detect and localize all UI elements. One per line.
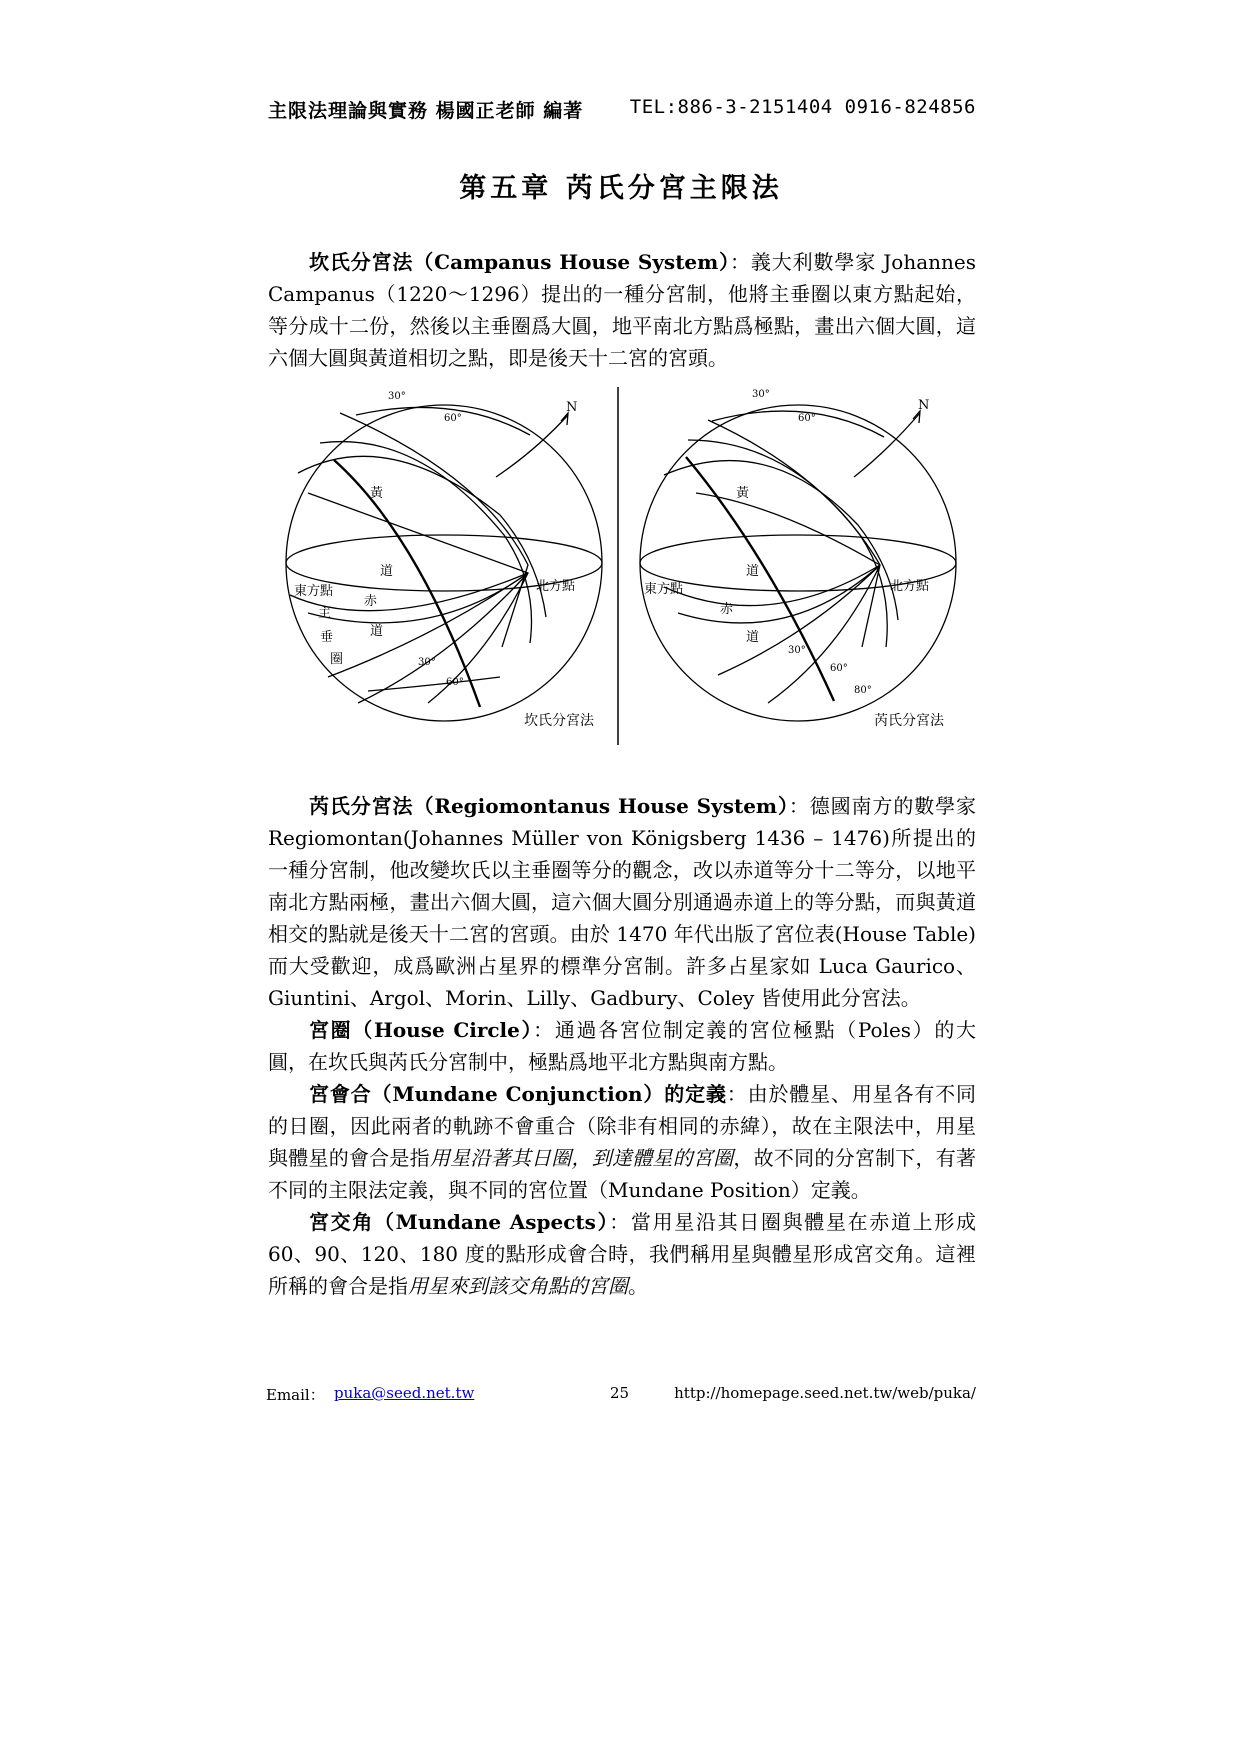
- left-circle-8: [368, 677, 500, 691]
- left-caption: 坎氏分宮法: [524, 713, 594, 729]
- header-phone: TEL:886-3-2151404 0916-824856: [629, 96, 976, 118]
- right-degree-1: 30°: [752, 389, 770, 400]
- campanus-paragraph: [268, 246, 976, 374]
- right-degree-2: 60°: [798, 413, 816, 424]
- right-ecliptic-char-2: 道: [746, 564, 760, 579]
- house-circle-term: 宮圈（House Circle）: [309, 1018, 534, 1042]
- mundane-conjunction-paragraph: [268, 1078, 976, 1206]
- header-author: 主限法理論與實務 楊國正老師 編著: [268, 100, 584, 122]
- campanus-text: ：義大利數學家 Johannes Campanus（1220～1296）提出的一種分宮制，他將主垂圈以東方點起始，等分成十二份，然後以主垂圈爲大圓，地平南北方點爲極點，畫出六個大圓，這六個大圓與黃道相切之點，即是後天十二宮的宮頭。: [268, 250, 976, 370]
- regiomontanus-paragraph: [268, 790, 976, 1014]
- email-link[interactable]: puka@seed.net.tw: [334, 1384, 475, 1402]
- celestial-sphere-diagrams: [268, 385, 976, 747]
- left-degree-4: 60°: [446, 677, 464, 688]
- mundane-aspects-term: 宮交角（Mundane Aspects）: [309, 1210, 610, 1234]
- left-ecliptic-char-1: 黃: [370, 486, 384, 501]
- left-pv-char-3: 圈: [330, 652, 344, 667]
- right-ecliptic-char-1: 黃: [736, 486, 750, 501]
- left-equator-char-2: 道: [370, 624, 384, 639]
- left-equator-char-1: 赤: [364, 594, 378, 609]
- right-north-axis: [854, 413, 920, 477]
- regiomontanus-text: ：德國南方的數學家 Regiomontan(Johannes Müller von Königsberg 1436 – 1476)所提出的一種分宮制，他改變坎氏以主垂圈等分的觀念，改以赤道等分十二等分，以地平南北方點兩極，畫出六個大圓，這六個大圓分別通過赤道上的等分點，而與黃道相交的點就是後天十二宮的宮頭。由於 1470 年代出版了宮位表(House Table)而大受歡迎，成爲歐洲占星界的標準分宮制。許多占星家如 Luca Gaurico、Giuntini、Argol、Morin、Lilly、Gadbury、Coley 皆使用此分宮法。: [268, 794, 977, 1010]
- campanus-term: 坎氏分宮法（Campanus House System）: [309, 250, 731, 274]
- right-north-label: 北方點: [890, 579, 930, 594]
- right-sphere-outline: [640, 405, 956, 721]
- homepage-url[interactable]: http://homepage.seed.net.tw/web/puka/: [674, 1384, 976, 1402]
- mundane-conjunction-text-b: ，故不同的分宮制下，有著不同的主限法定義，與不同的宮位置（Mundane Position）定義。: [268, 1146, 977, 1202]
- right-equator-char-2: 道: [746, 630, 760, 645]
- left-n-label: N: [566, 400, 578, 415]
- left-ecliptic-line: [334, 460, 480, 707]
- right-great-circle-3: [708, 420, 880, 647]
- mundane-aspects-italic: 用星來到該交角點的宮圈: [408, 1274, 628, 1298]
- mundane-aspects-text-a: ：當用星沿其日圈與體星在赤道上形成 60、90、120、180 度的點形成會合時，我們稱用星與體星形成宮交角。這裡所稱的會合是指: [268, 1210, 977, 1298]
- regiomontanus-term: 芮氏分宮法（Regiomontanus House System）: [309, 794, 789, 818]
- campanus-sphere: [286, 405, 602, 721]
- right-caption: 芮氏分宮法: [874, 713, 944, 729]
- mundane-aspects-text-b: 。: [628, 1274, 648, 1298]
- left-sphere-outline: [286, 405, 602, 721]
- left-pv-char-1: 主: [318, 606, 332, 621]
- right-east-label: 東方點: [644, 582, 684, 597]
- left-degree-3: 30°: [418, 657, 436, 668]
- left-degree-2: 60°: [444, 413, 462, 424]
- mundane-conjunction-italic: 用星沿著其日圈，到達體星的宮圈: [429, 1146, 734, 1170]
- page-footer: [266, 1384, 976, 1406]
- email-label: Email：: [266, 1386, 325, 1404]
- house-circle-text: ：通過各宮位制定義的宮位極點（Poles）的大圓，在坎氏與芮氏分宮制中，極點爲地平北方點與南方點。: [268, 1018, 977, 1074]
- left-east-label: 東方點: [294, 584, 334, 599]
- mundane-conjunction-text-a: ：由於體星、用星各有不同的日圈，因此兩者的軌跡不會重合（除非有相同的赤緯），故在主限法中，用星與體星的會合是指: [268, 1082, 977, 1170]
- left-north-label: 北方點: [536, 579, 576, 594]
- right-equator-line: [664, 565, 880, 606]
- regiomontanus-sphere: [640, 405, 956, 721]
- right-circle-6: [718, 565, 880, 675]
- running-header: [268, 96, 976, 124]
- right-great-circle-2: [688, 440, 887, 647]
- right-degree-5: 80°: [854, 685, 872, 696]
- chapter-title: 第五章 芮氏分宮主限法: [459, 173, 783, 204]
- left-degree-1: 30°: [388, 391, 406, 402]
- page-number: 25: [610, 1384, 630, 1402]
- house-circle-paragraph: [268, 1014, 976, 1078]
- right-n-label: N: [918, 398, 930, 413]
- right-degree-4: 60°: [830, 663, 848, 674]
- mundane-conjunction-term: 宮會合（Mundane Conjunction）的定義: [309, 1082, 727, 1106]
- left-ecliptic-char-2: 道: [380, 564, 394, 579]
- right-circle-7: [768, 565, 880, 703]
- left-great-circle-2: [320, 442, 532, 643]
- left-pv-char-2: 垂: [320, 630, 334, 645]
- right-equator-char-1: 赤: [720, 602, 734, 617]
- left-circle-5: [308, 573, 528, 623]
- right-degree-3: 30°: [788, 645, 806, 656]
- house-system-figure: [268, 385, 976, 747]
- left-top-arc: [356, 407, 530, 435]
- mundane-aspects-paragraph: [268, 1206, 976, 1302]
